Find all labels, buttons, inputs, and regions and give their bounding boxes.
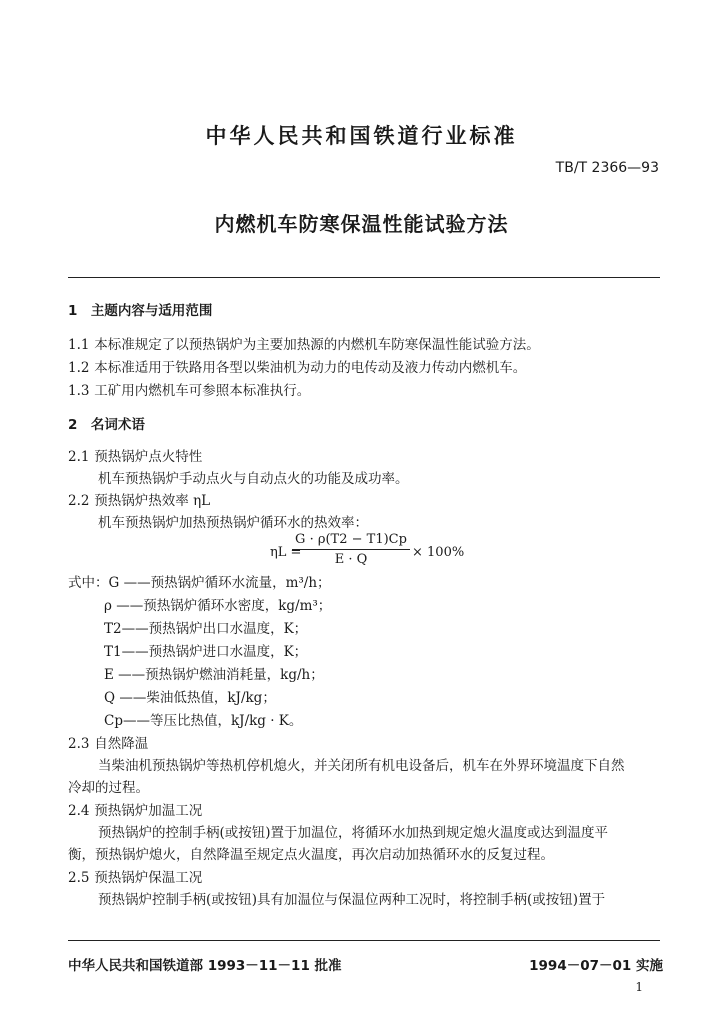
clause-2-2-body: 机车预热锅炉加热预热锅炉循环水的热效率：	[98, 515, 368, 531]
clause-2-4-body: 预热锅炉的控制手柄(或按钮)置于加温位，将循环水加热到规定熄火温度或达到温度平	[98, 825, 609, 841]
clause-text: 本标准规定了以预热锅炉为主要加热源的内燃机车防寒保温性能试验方法。	[94, 337, 540, 353]
effective-date: 1994－07－01 实施	[529, 958, 663, 974]
clause-number: 1.2	[68, 360, 90, 376]
variable-definition: E ——预热锅炉燃油消耗量，kg/h；	[104, 667, 324, 683]
clause-2-2	[68, 492, 668, 510]
standard-code: TB/T 2366—93	[555, 160, 659, 176]
variable-definition: Q ——柴油低热值，kJ/kg；	[104, 690, 276, 706]
clause-text: 预热锅炉点火特性	[94, 449, 203, 465]
clause-2-5	[68, 869, 668, 887]
clause-number: 2.2	[68, 493, 90, 509]
section-1-heading: 1 主题内容与适用范围	[68, 303, 213, 319]
formula-numerator: G · ρ(T2 − T1)Cp	[292, 532, 410, 550]
clause-2-3-body-cont: 冷却的过程。	[68, 780, 149, 796]
clause-number: 1.3	[68, 383, 90, 399]
clause-2-1	[68, 448, 668, 466]
variable-definition: ρ ——预热锅炉循环水密度，kg/m³；	[104, 598, 332, 614]
clause-1-1	[68, 336, 668, 354]
top-divider	[68, 277, 660, 278]
clause-number: 2.5	[68, 870, 90, 886]
document-title: 内燃机车防寒保温性能试验方法	[214, 212, 509, 236]
page-number: 1	[635, 980, 643, 994]
variable-definition: 式中：G ——预热锅炉循环水流量，m³/h；	[68, 575, 331, 591]
clause-1-3	[68, 382, 668, 400]
clause-text: 本标准适用于铁路用各型以柴油机为动力的电传动及液力传动内燃机车。	[94, 360, 527, 376]
clause-number: 1.1	[68, 337, 90, 353]
standard-title: 中华人民共和国铁道行业标准	[205, 124, 518, 148]
clause-2-3	[68, 735, 668, 753]
clause-2-4	[68, 802, 668, 820]
formula-fraction	[292, 532, 410, 567]
formula-lhs: ηL =	[270, 545, 302, 560]
clause-text: 预热锅炉加温工况	[94, 803, 203, 819]
clause-1-2	[68, 359, 668, 377]
clause-text: 预热锅炉保温工况	[94, 870, 203, 886]
approval-line: 中华人民共和国铁道部 1993－11－11 批准	[68, 958, 342, 974]
clause-2-5-body: 预热锅炉控制手柄(或按钮)具有加温位与保温位两种工况时，将控制手柄(或按钮)置于	[98, 892, 606, 908]
clause-number: 2.3	[68, 736, 90, 752]
clause-number: 2.1	[68, 449, 90, 465]
section-2-heading: 2 名词术语	[68, 417, 145, 433]
clause-number: 2.4	[68, 803, 90, 819]
clause-2-1-body: 机车预热锅炉手动点火与自动点火的功能及成功率。	[98, 471, 409, 487]
clause-text: 自然降温	[94, 736, 149, 752]
bottom-divider	[68, 940, 660, 941]
clause-text: 预热锅炉热效率 ηL	[94, 493, 211, 509]
variable-definition: Cp——等压比热值，kJ/kg · K。	[104, 713, 303, 729]
clause-text: 工矿用内燃机车可参照本标准执行。	[94, 383, 311, 399]
clause-2-3-body: 当柴油机预热锅炉等热机停机熄火，并关闭所有机电设备后，机车在外界环境温度下自然	[98, 758, 625, 774]
formula-rhs: × 100%	[412, 545, 465, 560]
formula-denominator: E · Q	[334, 552, 368, 567]
clause-2-4-body-cont: 衡，预热锅炉熄火，自然降温至规定点火温度，再次启动加热循环水的反复过程。	[68, 847, 554, 863]
variable-definition: T1——预热锅炉进口水温度，K；	[104, 644, 308, 660]
variable-definition: T2——预热锅炉出口水温度，K；	[104, 621, 308, 637]
